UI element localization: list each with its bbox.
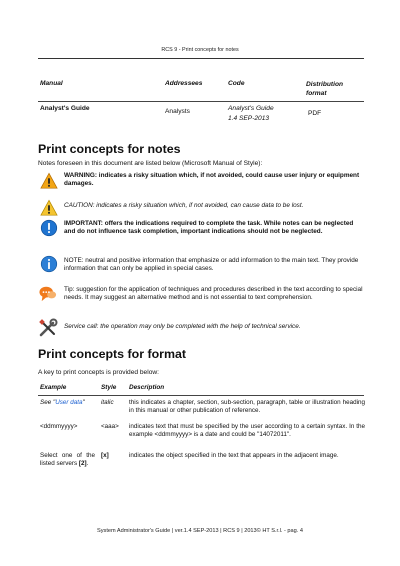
format-table-rule bbox=[38, 395, 364, 396]
warning-icon bbox=[40, 172, 58, 190]
page-footer: System Administrator's Guide | ver.1.4 SEP-2013 | RCS 9 | 2013© HT S.r.l. - pag. 4 bbox=[97, 528, 303, 534]
code-cell-line1: Analyst's Guide bbox=[228, 105, 274, 112]
caution-icon bbox=[40, 199, 58, 217]
service-icon bbox=[38, 318, 58, 338]
style-header: Style bbox=[101, 384, 117, 391]
table-row-example: Select one of the listed servers [2]. bbox=[40, 452, 95, 467]
addressees-header: Addressees bbox=[165, 80, 203, 87]
note-important-text: IMPORTANT: offers the indications required to complete the task. While notes can be neglected and do not influence task completion, important indications should not be neglected. bbox=[64, 220, 354, 235]
table-rule bbox=[38, 101, 364, 102]
table-row-description: indicates text that must be specified by the user according to a certain syntax. In the example <ddmmyyyy> is a date and could be "14072011". bbox=[129, 423, 365, 438]
note-warning-text: WARNING: indicates a risky situation which, if not avoided, could cause user injury or equipment damages. bbox=[64, 172, 360, 187]
table-row-style: italic bbox=[101, 399, 114, 406]
distribution-header: Distribution format bbox=[306, 81, 343, 97]
important-icon bbox=[40, 219, 58, 237]
table-row-style: <aaa> bbox=[101, 423, 119, 430]
addressees-cell: Analysts bbox=[165, 108, 190, 115]
code-header: Code bbox=[228, 80, 245, 87]
section-intro-format: A key to print concepts is provided below: bbox=[38, 369, 159, 376]
table-row-example: See "User data" bbox=[40, 399, 85, 406]
table-row-description: this indicates a chapter, section, sub-section, paragraph, table or illustration heading in this manual or other publication of reference. bbox=[129, 399, 365, 414]
description-header: Description bbox=[129, 384, 165, 391]
note-service-text: Service call: the operation may only be completed with the help of technical service. bbox=[64, 323, 301, 330]
section-title-format: Print concepts for format bbox=[38, 347, 187, 361]
table-row-description: indicates the object specified in the text that appears in the adjacent image. bbox=[129, 452, 339, 459]
manual-cell: Analyst's Guide bbox=[40, 105, 90, 112]
note-tip-text: Tip: suggestion for the application of techniques and procedures described in the text according to special needs. It may suggest an alternative method and is not essential to text comprehension. bbox=[64, 286, 363, 301]
header-rule bbox=[38, 58, 364, 59]
info-icon bbox=[40, 255, 58, 273]
user-data-link[interactable]: User data bbox=[55, 399, 83, 406]
note-info-text: NOTE: neutral and positive information that emphasize or add information to the main text. They provide information that can only be applied in special cases. bbox=[64, 257, 359, 272]
example-header: Example bbox=[40, 384, 67, 391]
code-cell-line2: 1.4 SEP-2013 bbox=[228, 115, 270, 122]
section-intro-notes: Notes foreseen in this document are listed below (Microsoft Manual of Style): bbox=[38, 160, 263, 167]
table-row-style: [x] bbox=[101, 452, 109, 459]
running-header: RCS 9 - Print concepts for notes bbox=[161, 47, 239, 53]
distribution-cell: PDF bbox=[308, 110, 322, 117]
table-row-example: <ddmmyyyy> bbox=[40, 423, 78, 430]
note-caution-text: CAUTION: indicates a risky situation which, if not avoided, can cause data to be lost. bbox=[64, 202, 304, 209]
tip-icon bbox=[39, 284, 57, 302]
section-title-notes: Print concepts for notes bbox=[38, 142, 181, 156]
manual-header: Manual bbox=[40, 80, 63, 87]
